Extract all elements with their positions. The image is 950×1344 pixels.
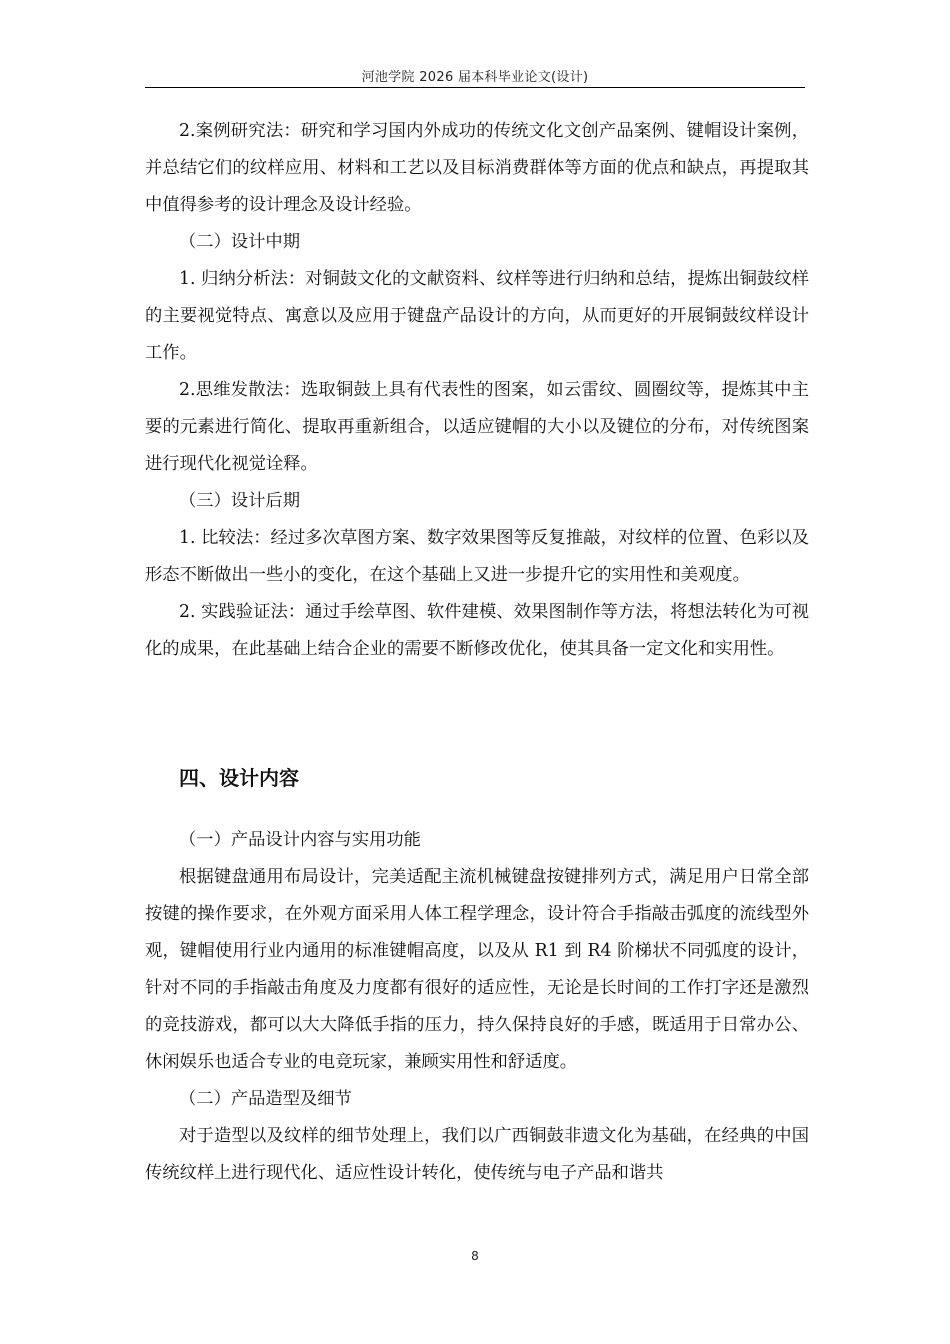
- paragraph-divergent-thinking: 2.思维发散法：选取铜鼓上具有代表性的图案，如云雷纹、圆圈纹等，提炼其中主要的元素进行简化、提取再重新组合，以适应键帽的大小以及键位的分布，对传统图案进行现代化视觉诠释。: [145, 380, 809, 474]
- method-section: [145, 113, 809, 668]
- paragraph-practice-verification: 2. 实践验证法：通过手绘草图、软件建模、效果图制作等方法，将想法转化为可视化的成果，在此基础上结合企业的需要不断修改优化，使其具备一定文化和实用性。: [145, 602, 809, 659]
- paragraph-product-function: 根据键盘通用布局设计，完美适配主流机械键盘按键排列方式，满足用户日常全部按键的操作要求，在外观方面采用人体工程学理念，设计符合手指敲击弧度的流线型外观，键帽使用行业内通用的标准键帽高度，以及从 R1 到 R4 阶梯状不同弧度的设计，针对不同的手指敲击角度及力度都有很好的适应性，无论是长时间的工作打字还是激烈的竞技游戏，都可以大大降低手指的压力，持久保持良好的手感，既适用于日常办公、休闲娱乐也适合专业的电竞玩家，兼顾实用性和舒适度。: [145, 867, 809, 1072]
- paragraph-form-details: 对于造型以及纹样的细节处理上，我们以广西铜鼓非遗文化为基础，在经典的中国传统纹样上进行现代化、适应性设计转化，使传统与电子产品和谐共: [145, 1126, 809, 1183]
- subheading-late-design: （三）设计后期: [179, 491, 300, 511]
- page-number: 8: [471, 1249, 479, 1263]
- subheading-form-details: （二）产品造型及细节: [179, 1089, 352, 1109]
- paragraph-case-study: 2.案例研究法：研究和学习国内外成功的传统文化文创产品案例、键帽设计案例，并总结它们的纹样应用、材料和工艺以及目标消费群体等方面的优点和缺点，再提取其中值得参考的设计理念及设计经验。: [145, 121, 809, 215]
- subheading-product-content: （一）产品设计内容与实用功能: [179, 830, 421, 850]
- section-heading: 四、设计内容: [179, 766, 299, 790]
- running-header: 河池学院 2026 届本科毕业论文(设计): [361, 70, 589, 85]
- paragraph-induction-analysis: 1. 归纳分析法：对铜鼓文化的文献资料、纹样等进行归纳和总结，提炼出铜鼓纹样的主要视觉特点、寓意以及应用于键盘产品设计的方向，从而更好的开展铜鼓纹样设计工作。: [145, 269, 809, 363]
- subheading-mid-design: （二）设计中期: [179, 232, 300, 252]
- header-rule: [145, 87, 805, 88]
- paragraph-comparison: 1. 比较法：经过多次草图方案、数字效果图等反复推敲，对纹样的位置、色彩以及形态不断做出一些小的变化，在这个基础上又进一步提升它的实用性和美观度。: [145, 528, 809, 585]
- design-content-section: [145, 822, 809, 1192]
